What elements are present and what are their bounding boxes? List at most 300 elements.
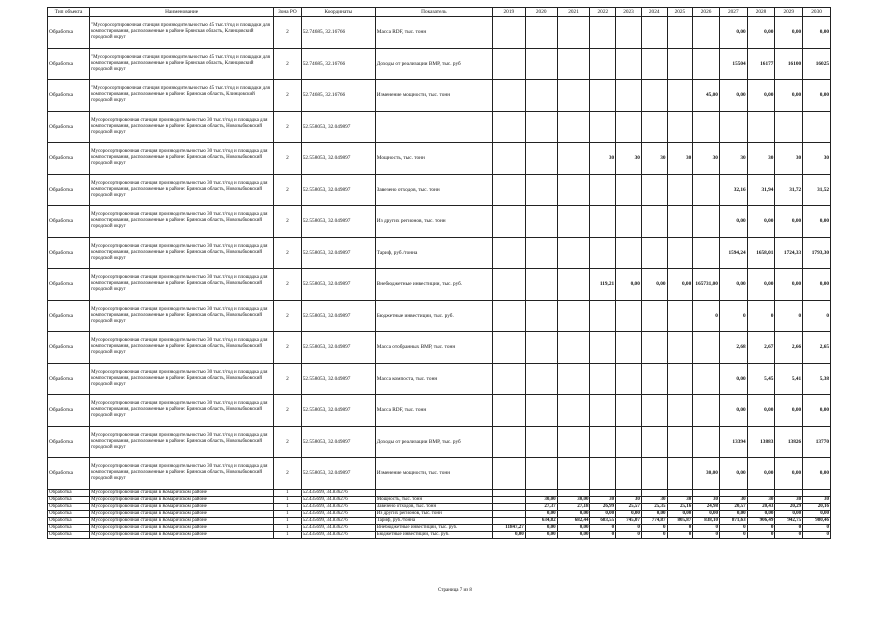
value-cell-2021 [557,395,590,427]
table-row [48,496,831,503]
value-cell-2029: 2,66 [775,332,803,364]
value-cell-2022 [590,426,616,458]
value-cell-2027: 0,00 [719,17,747,49]
value-cell-2030: 2,65 [803,332,831,364]
value-cell-2026: 30 [693,496,720,503]
value-cell-2029: 0,00 [775,269,803,301]
value-cell-2023 [616,111,642,143]
value-cell-2024: 30 [641,496,667,503]
value-cell-2023 [616,237,642,269]
value-cell-2021 [557,48,590,80]
value-cell-2023: 745,07 [616,517,642,524]
object-name-cell: Мусоросортировочная станция в Комаричском районе [90,503,274,510]
coordinates-cell: 52.435699, 34.836276 [301,496,375,503]
value-cell-2024 [641,395,667,427]
value-cell-2022 [590,111,616,143]
column-header: 2029 [775,8,803,17]
value-cell-2020 [525,363,557,395]
indicator-cell: Мощность, тыс. тонн [375,143,492,175]
value-cell-2027: 20,57 [719,503,747,510]
object-name-cell: Мусоросортировочная станция производительностью 30 тыс.т/год и площадка для компостирования, расположенные в районе: Брянская область, Новозыбковский городской округ [90,363,274,395]
value-cell-2019 [492,510,525,517]
value-cell-2028 [747,111,775,143]
zone-cell: 2 [274,395,302,427]
value-cell-2024 [641,489,667,496]
value-cell-2029: 0 [775,300,803,332]
value-cell-2019 [492,489,525,496]
table-row [48,510,831,517]
object-type-cell: Обработка [48,269,90,301]
value-cell-2021: 27,18 [557,503,590,510]
value-cell-2023 [616,395,642,427]
column-header: Показатель [375,8,492,17]
value-cell-2025 [667,332,693,364]
value-cell-2027: 871,63 [719,517,747,524]
value-cell-2023: 25,57 [616,503,642,510]
value-cell-2019 [492,111,525,143]
value-cell-2026: 0,00 [693,510,720,517]
value-cell-2028: 2,67 [747,332,775,364]
value-cell-2028: 31,94 [747,174,775,206]
value-cell-2019: 11847,27 [492,524,525,531]
value-cell-2021 [557,17,590,49]
value-cell-2025 [667,111,693,143]
indicator-cell: Доходы от реализации ВМР, тыс. руб [375,48,492,80]
value-cell-2028: 0,00 [747,17,775,49]
value-cell-2021 [557,206,590,238]
object-name-cell: Мусоросортировочная станция в Комаричском районе [90,517,274,524]
value-cell-2028: 0,00 [747,510,775,517]
value-cell-2030: 0,00 [803,17,831,49]
value-cell-2019 [492,517,525,524]
object-type-cell: Обработка [48,503,90,510]
zone-cell: 2 [274,48,302,80]
table-row [48,332,831,364]
table-row [48,111,831,143]
object-type-cell: Обработка [48,237,90,269]
object-type-cell: Обработка [48,363,90,395]
value-cell-2025 [667,458,693,490]
value-cell-2028: 30 [747,143,775,175]
value-cell-2025: 0 [667,531,693,538]
value-cell-2024: 774,87 [641,517,667,524]
table-row [48,143,831,175]
zone-cell: 2 [274,332,302,364]
value-cell-2020 [525,269,557,301]
value-cell-2019 [492,332,525,364]
coordinates-cell: 52.558053, 32.049897 [301,111,375,143]
object-type-cell: Обработка [48,517,90,524]
table-row [48,269,831,301]
value-cell-2029: 0,00 [775,395,803,427]
object-type-cell: Обработка [48,80,90,112]
column-header: 2026 [693,8,720,17]
value-cell-2022 [590,48,616,80]
value-cell-2023: 0 [616,531,642,538]
value-cell-2028: 20,43 [747,503,775,510]
value-cell-2026 [693,426,720,458]
column-header: 2023 [616,8,642,17]
indicator-cell: Бюджетные инвестиции, тыс. руб. [375,300,492,332]
value-cell-2028: 0,00 [747,269,775,301]
coordinates-cell: 52.558053, 32.049897 [301,269,375,301]
value-cell-2019 [492,503,525,510]
value-cell-2030: 0,00 [803,269,831,301]
value-cell-2026 [693,17,720,49]
value-cell-2030: 20,16 [803,503,831,510]
value-cell-2020 [525,80,557,112]
value-cell-2024 [641,206,667,238]
value-cell-2026 [693,363,720,395]
value-cell-2029 [775,489,803,496]
object-name-cell: Мусоросортировочная станция производительностью 30 тыс.т/год и площадка для компостирования, расположенные в районе: Брянская область, Новозыбковский городской округ [90,206,274,238]
value-cell-2030: 0,00 [803,395,831,427]
coordinates-cell: 52.435699, 34.836276 [301,503,375,510]
value-cell-2019 [492,426,525,458]
value-cell-2022 [590,300,616,332]
zone-cell: 1 [274,510,302,517]
indicator-cell: Изменение мощности, тыс. тонн [375,80,492,112]
coordinates-cell: 52.435699, 34.836276 [301,489,375,496]
object-name-cell: Мусоросортировочная станция производительностью 30 тыс.т/год и площадка для компостирования, расположенные в районе: Брянская область, Новозыбковский городской округ [90,395,274,427]
value-cell-2024 [641,300,667,332]
value-cell-2023 [616,426,642,458]
value-cell-2030: 5,38 [803,363,831,395]
coordinates-cell: 52.435699, 34.836276 [301,517,375,524]
value-cell-2027: 1594,24 [719,237,747,269]
table-row [48,426,831,458]
value-cell-2023 [616,300,642,332]
indicator-cell: Внебюджетные инвестиции, тыс. руб. [375,524,492,531]
object-type-cell: Обработка [48,524,90,531]
value-cell-2030: 0,00 [803,80,831,112]
value-cell-2020 [525,174,557,206]
table-row [48,503,831,510]
value-cell-2030: 0,00 [803,510,831,517]
value-cell-2022 [590,237,616,269]
coordinates-cell: 52.558053, 32.049897 [301,332,375,364]
value-cell-2025 [667,80,693,112]
value-cell-2029: 30 [775,143,803,175]
value-cell-2020 [525,48,557,80]
value-cell-2024 [641,363,667,395]
coordinates-cell: 52.435699, 34.836276 [301,531,375,538]
value-cell-2028: 0,00 [747,458,775,490]
value-cell-2023 [616,363,642,395]
value-cell-2019 [492,269,525,301]
value-cell-2026: 165731,00 [693,269,720,301]
value-cell-2027: 0,00 [719,206,747,238]
column-header: 2028 [747,8,775,17]
value-cell-2019 [492,80,525,112]
object-name-cell: Мусоросортировочная станция в Комаричском районе [90,510,274,517]
value-cell-2029: 0,00 [775,510,803,517]
value-cell-2022 [590,174,616,206]
value-cell-2025 [667,426,693,458]
indicator-cell: Тариф, руб./тонна [375,517,492,524]
value-cell-2024 [641,458,667,490]
value-cell-2022 [590,332,616,364]
value-cell-2025 [667,237,693,269]
value-cell-2021 [557,458,590,490]
value-cell-2024 [641,332,667,364]
zone-cell: 1 [274,496,302,503]
value-cell-2029: 1724,33 [775,237,803,269]
value-cell-2022 [590,80,616,112]
value-cell-2025: 805,87 [667,517,693,524]
value-cell-2030: 30 [803,143,831,175]
value-cell-2022: 0 [590,531,616,538]
object-type-cell: Обработка [48,332,90,364]
value-cell-2020 [525,111,557,143]
object-type-cell: Обработка [48,300,90,332]
zone-cell: 2 [274,143,302,175]
value-cell-2028: 0,00 [747,206,775,238]
coordinates-cell: 52.435699, 34.836276 [301,524,375,531]
column-header: 2024 [641,8,667,17]
value-cell-2027 [719,489,747,496]
value-cell-2029: 30 [775,496,803,503]
value-cell-2020: 0,00 [525,531,557,538]
table-row [48,17,831,49]
value-cell-2025 [667,300,693,332]
value-cell-2020 [525,332,557,364]
value-cell-2025: 30 [667,143,693,175]
value-cell-2024 [641,426,667,458]
object-name-cell: Мусоросортировочная станция производительностью 30 тыс.т/год и площадка для компостирования, расположенные в районе: Брянская область, Новозыбковский городской округ [90,237,274,269]
column-header: 2027 [719,8,747,17]
value-cell-2029: 5,41 [775,363,803,395]
value-cell-2021: 0,00 [557,524,590,531]
column-header: 2025 [667,8,693,17]
value-cell-2030: 0 [803,524,831,531]
value-cell-2027: 13394 [719,426,747,458]
value-cell-2022: 26,99 [590,503,616,510]
value-cell-2024 [641,17,667,49]
value-cell-2028: 16177 [747,48,775,80]
coordinates-cell: 52.558053, 32.049897 [301,237,375,269]
value-cell-2022 [590,458,616,490]
coordinates-cell: 52.558053, 32.049897 [301,206,375,238]
object-name-cell: Мусоросортировочная станция в Комаричском районе [90,496,274,503]
zone-cell: 2 [274,237,302,269]
value-cell-2026 [693,489,720,496]
value-cell-2020: 0,00 [525,510,557,517]
value-cell-2020: 30,00 [525,496,557,503]
value-cell-2030: 13770 [803,426,831,458]
value-cell-2026 [693,174,720,206]
value-cell-2030: 0,00 [803,206,831,238]
object-type-cell: Обработка [48,496,90,503]
column-header: 2030 [803,8,831,17]
object-type-cell: Обработка [48,426,90,458]
value-cell-2021: 30,00 [557,496,590,503]
object-type-cell: Обработка [48,17,90,49]
value-cell-2028: 1658,01 [747,237,775,269]
value-cell-2027: 30 [719,143,747,175]
value-cell-2020 [525,458,557,490]
value-cell-2021 [557,269,590,301]
value-cell-2026 [693,332,720,364]
value-cell-2021 [557,80,590,112]
value-cell-2029: 942,75 [775,517,803,524]
table-row [48,300,831,332]
value-cell-2026: 0 [693,300,720,332]
value-cell-2025 [667,174,693,206]
value-cell-2020: 634,82 [525,517,557,524]
value-cell-2030: 0,00 [803,458,831,490]
table-row [48,206,831,238]
value-cell-2029: 13826 [775,426,803,458]
value-cell-2026 [693,111,720,143]
value-cell-2029: 0,00 [775,17,803,49]
indicator-cell: Масса отобранных ВМР, тыс. тонн [375,332,492,364]
value-cell-2027: 2,68 [719,332,747,364]
value-cell-2028: 30 [747,496,775,503]
zone-cell: 2 [274,80,302,112]
object-type-cell: Обработка [48,48,90,80]
value-cell-2019 [492,363,525,395]
object-name-cell: Мусоросортировочная станция производительностью 30 тыс.т/год и площадка для компостирования, расположенные в районе: Брянская область, Новозыбковский городской округ [90,458,274,490]
value-cell-2021 [557,174,590,206]
value-cell-2019 [492,17,525,49]
value-cell-2022 [590,363,616,395]
value-cell-2023: 30 [616,143,642,175]
value-cell-2026: 30 [693,143,720,175]
value-cell-2026: 838,10 [693,517,720,524]
zone-cell: 2 [274,206,302,238]
object-name-cell: Мусоросортировочная станция производительностью 30 тыс.т/год и площадка для компостирования, расположенные в районе: Брянская область, Новозыбковский городской округ [90,143,274,175]
indicator-cell: Из других регионов, тыс. тонн [375,510,492,517]
value-cell-2021: 682,44 [557,517,590,524]
value-cell-2021 [557,332,590,364]
value-cell-2027: 0,00 [719,458,747,490]
object-type-cell: Обработка [48,174,90,206]
indicator-cell: Масса RDF, тыс. тонн [375,395,492,427]
column-header: Координаты [301,8,375,17]
indicator-cell: Масса компоста, тыс. тонн [375,363,492,395]
value-cell-2023 [616,80,642,112]
object-type-cell: Обработка [48,489,90,496]
value-cell-2029: 0,00 [775,206,803,238]
value-cell-2028 [747,489,775,496]
value-cell-2030: 16025 [803,48,831,80]
object-name-cell: Мусоросортировочная станция производительностью 30 тыс.т/год и площадка для компостирования, расположенные в районе: Брянская область, Новозыбковский городской округ [90,426,274,458]
value-cell-2021 [557,143,590,175]
value-cell-2023 [616,489,642,496]
value-cell-2030: 30 [803,496,831,503]
value-cell-2020 [525,300,557,332]
zone-cell: 1 [274,531,302,538]
value-cell-2026: 45,00 [693,80,720,112]
object-name-cell: Мусоросортировочная станция производительностью 30 тыс.т/год и площадка для компостирования, расположенные в районе: Брянская область, Новозыбковский городской округ [90,269,274,301]
indicator-cell: Бюджетные инвестиции, тыс. руб. [375,531,492,538]
value-cell-2026 [693,237,720,269]
value-cell-2025: 0,00 [667,510,693,517]
indicator-cell: Завезено отходов, тыс. тонн [375,503,492,510]
value-cell-2021: 0,00 [557,510,590,517]
zone-cell: 1 [274,517,302,524]
coordinates-cell: 52.558053, 32.049897 [301,395,375,427]
indicator-cell [375,489,492,496]
object-name-cell: "Мусоросортировочная станция производительностью 45 тыс.т/год и площадки для компостирования, расположенные в районе Брянская область, Клинцовский городской округ [90,48,274,80]
value-cell-2024 [641,111,667,143]
indicator-cell: Из других регионов, тыс. тонн [375,206,492,238]
value-cell-2025: 0,00 [667,269,693,301]
value-cell-2020 [525,426,557,458]
value-cell-2021 [557,426,590,458]
table-row [48,363,831,395]
value-cell-2024: 0 [641,531,667,538]
value-cell-2030 [803,489,831,496]
value-cell-2025: 0 [667,524,693,531]
value-cell-2030: 0 [803,531,831,538]
coordinates-cell: 52.558053, 32.049897 [301,426,375,458]
value-cell-2029: 16100 [775,48,803,80]
value-cell-2020 [525,489,557,496]
value-cell-2028: 906,49 [747,517,775,524]
value-cell-2019 [492,395,525,427]
object-name-cell: Мусоросортировочная станция в Комаричском районе [90,531,274,538]
value-cell-2027: 15504 [719,48,747,80]
value-cell-2019 [492,174,525,206]
page-number-label: Страница 7 из 8 [438,588,472,593]
value-cell-2027: 0,00 [719,269,747,301]
table-row [48,517,831,524]
value-cell-2027: 0 [719,531,747,538]
value-cell-2027: 0 [719,524,747,531]
value-cell-2026: 0 [693,524,720,531]
column-header: Наименование [90,8,274,17]
value-cell-2020 [525,206,557,238]
object-type-cell: Обработка [48,395,90,427]
value-cell-2030: 31,52 [803,174,831,206]
zone-cell: 2 [274,458,302,490]
value-cell-2026 [693,206,720,238]
coordinates-cell: 52.74685, 32.16766 [301,17,375,49]
value-cell-2019: 0,00 [492,531,525,538]
value-cell-2019 [492,206,525,238]
zone-cell: 2 [274,174,302,206]
object-name-cell: Мусоросортировочная станция производительностью 30 тыс.т/год и площадка для компостирования, расположенные в районе: Брянская область, Новозыбковский городской округ [90,174,274,206]
zone-cell: 1 [274,503,302,510]
value-cell-2030: 980,46 [803,517,831,524]
value-cell-2022: 0,00 [590,510,616,517]
value-cell-2022 [590,395,616,427]
zone-cell: 2 [274,269,302,301]
value-cell-2025 [667,48,693,80]
object-name-cell: Мусоросортировочная станция производительностью 30 тыс.т/год и площадка для компостирования, расположенные в районе: Брянская область, Новозыбковский городской округ [90,332,274,364]
value-cell-2024: 30 [641,143,667,175]
indicator-cell [375,111,492,143]
value-cell-2029: 0 [775,524,803,531]
value-cell-2027: 0 [719,300,747,332]
value-cell-2030: 1793,30 [803,237,831,269]
value-cell-2024: 0,00 [641,510,667,517]
value-cell-2020 [525,17,557,49]
value-cell-2029: 0,00 [775,458,803,490]
value-cell-2022: 30 [590,143,616,175]
table-row [48,458,831,490]
value-cell-2023 [616,206,642,238]
value-cell-2019 [492,143,525,175]
value-cell-2022: 683,55 [590,517,616,524]
value-cell-2028: 0 [747,531,775,538]
value-cell-2022: 119,21 [590,269,616,301]
table-header-row [48,8,831,17]
coordinates-cell: 52.558053, 32.049897 [301,143,375,175]
table-row [48,80,831,112]
